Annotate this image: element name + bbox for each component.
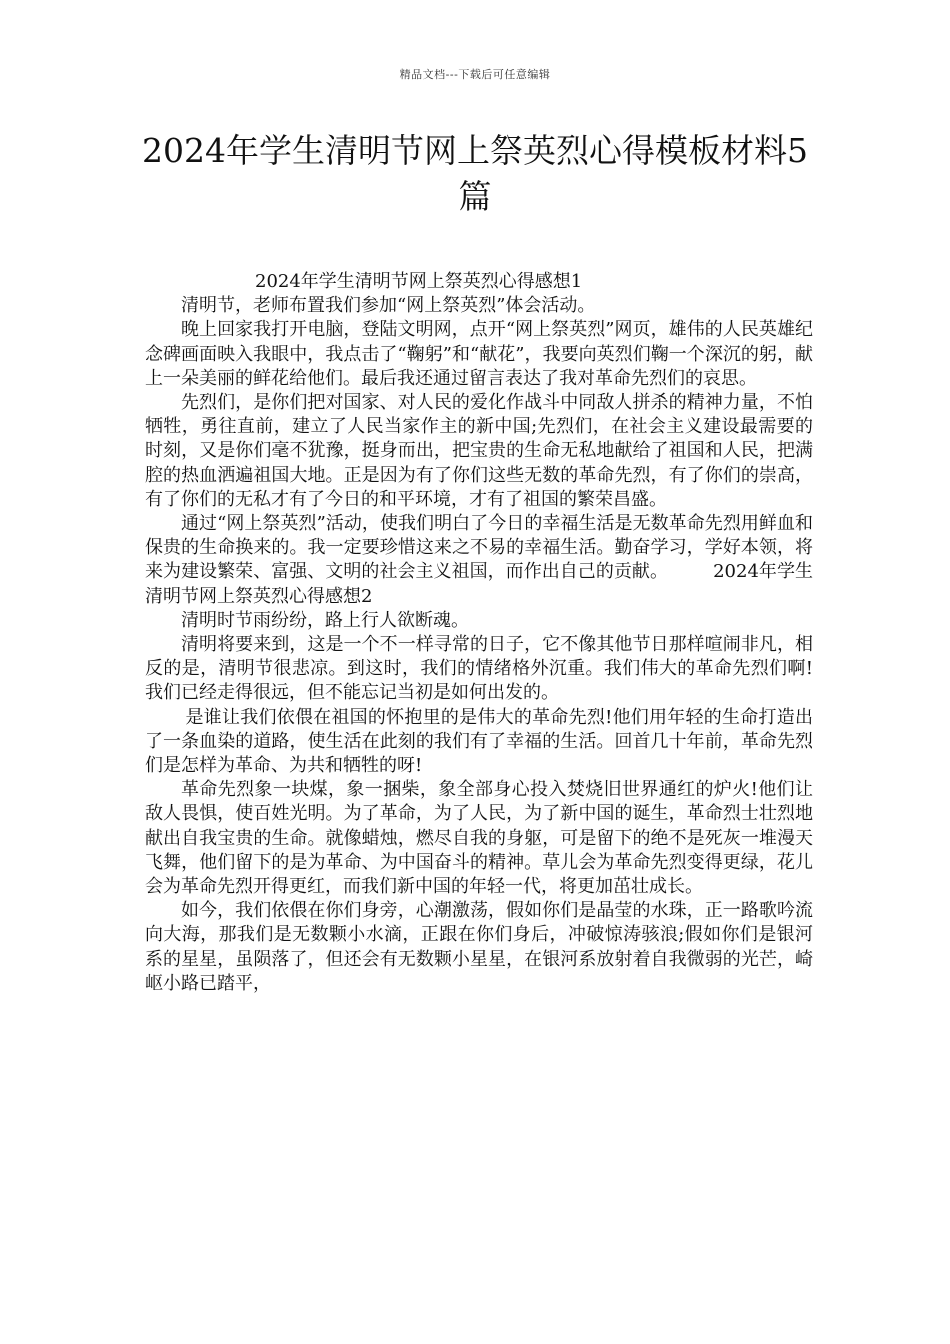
paragraph (145, 512, 813, 609)
paragraph: 清明将要来到，这是一个不一样寻常的日子，它不像其他节日那样喧闹非凡，相反的是，清明节很悲凉。到这时，我们的情绪格外沉重。我们伟大的革命先烈们啊!我们已经走得很远，但不能忘记当初是如何出发的。 (145, 634, 813, 704)
paragraph: 是谁让我们依偎在祖国的怀抱里的是伟大的革命先烈!他们用年轻的生命打造出了一条血染的道路，使生活在此刻的我们有了幸福的生活。回首几十年前，革命先烈们是怎样为革命、为共和牺牲的呀! (145, 706, 813, 777)
paragraph-text: 通过“网上祭英烈”活动，使我们明白了今日的幸福生活是无数革命先烈用鲜血和保贵的生命换来的。我一定要珍惜这来之不易的幸福生活。勤奋学习，学好本领，将来为建设繁荣、富强、文明的社会主义祖国，而作出自己的贡献。 (145, 513, 813, 583)
paragraph: 如今，我们依偎在你们身旁，心潮激荡，假如你们是晶莹的水珠，正一路歌吟流向大海，那我们是无数颗小水滴，正跟在你们身后，冲破惊涛骇浪;假如你们是银河系的星星，虽陨落了，但还会有无数颗小星星，在银河系放射着自我微弱的光芒，崎岖小路已踏平， (145, 900, 813, 994)
document-title: 2024年学生清明节网上祭英烈心得模板材料5篇 (142, 131, 808, 216)
paragraph: 清明时节雨纷纷，路上行人欲断魂。 (181, 609, 469, 631)
paragraph: 革命先烈象一块煤，象一捆柴，象全部身心投入焚烧旧世界通红的炉火!他们让敌人畏惧，使百姓光明。为了革命，为了人民，为了新中国的诞生，革命烈士壮烈地献出自我宝贵的生命。就像蜡烛，燃尽自我的身躯，可是留下的绝不是死灰一堆漫天飞舞，他们留下的是为革命、为中国奋斗的精神。草儿会为革命先烈变得更绿，花儿会为革命先烈开得更红，而我们新中国的年轻一代，将更加茁壮成长。 (145, 779, 813, 898)
section-heading: 2024年学生清明节网上祭英烈心得感想2 (145, 561, 814, 607)
paragraph: 先烈们，是你们把对国家、对人民的爱化作战斗中同敌人拼杀的精神力量，不怕牺牲，勇往直前，建立了人民当家作主的新中国;先烈们，在社会主义建设最需要的时刻，又是你们毫不犹豫，挺身而出，把宝贵的生命无私地献给了祖国和人民，把满腔的热血洒遍祖国大地。正是因为有了你们这些无数的革命先烈，有了你们的崇高，有了你们的无私才有了今日的和平环境，才有了祖国的繁荣昌盛。 (145, 392, 813, 510)
section-heading: 2024年学生清明节网上祭英烈心得感想1 (255, 271, 583, 292)
paragraph: 清明节，老师布置我们参加“网上祭英烈”体会活动。 (181, 295, 596, 317)
paragraph: 晚上回家我打开电脑，登陆文明网，点开“网上祭英烈”网页，雄伟的人民英雄纪念碑画面映入我眼中，我点击了“鞠躬”和“献花”，我要向英烈们鞠一个深沉的躬，献上一朵美丽的鲜花给他们。最后我还通过留言表达了我对革命先烈们的哀思。 (145, 319, 813, 389)
header-note: 精品文档---下载后可任意编辑 (399, 68, 551, 81)
document-body (145, 270, 813, 996)
